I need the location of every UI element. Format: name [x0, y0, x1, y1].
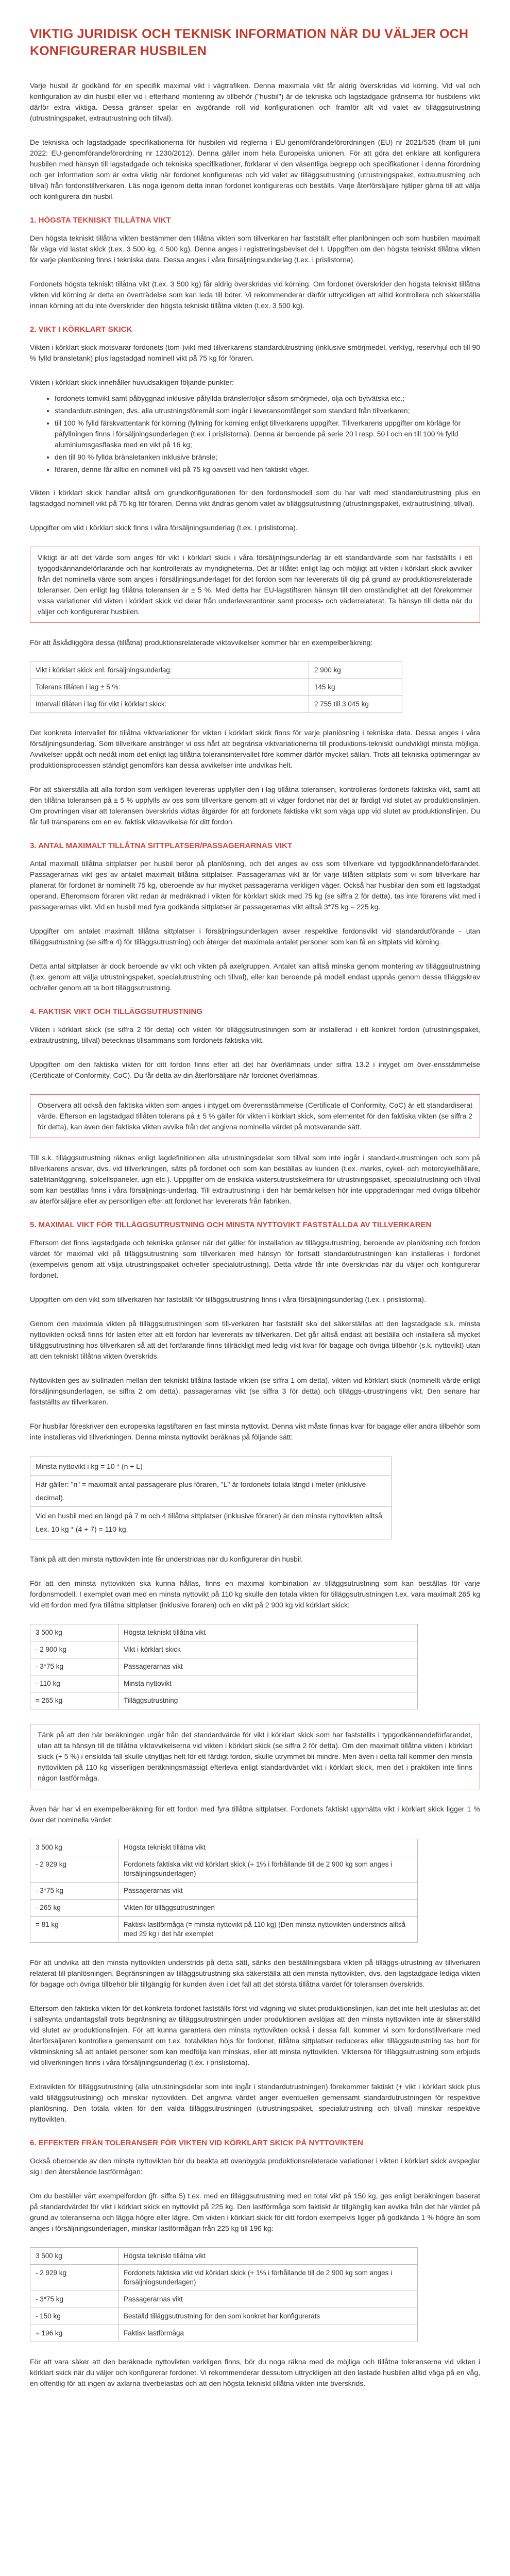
section-5-paragraph: Nyttovikten ges av skillnaden mellan den tekniskt tillåtna lastade vikten (se siffra 1 om detta), vikten vid körklart skick (nominellt värde enligt försäljningsunderlagen, se siffra 2 om detta), passagerarnas vikt (se siffra 3 för detta) och tilläggs-utrustningens vikt. Den senare har fastställts av tillverkaren. [30, 1376, 480, 1406]
section-heading-3: 3. ANTAL MAXIMALT TILLÅTNA SITTPLATSER/PASSAGERARNAS VIKT [30, 841, 293, 850]
notice-text: Viktigt är att det värde som anges för vikt i körklart skick i våra försäljningsunderlag är ett standardvärde som har fastställts i ett typgodkännandeförfarande och har kontrollerats av myndigheterna. Det är tillåtet enligt lag och möjligt att vikten i körklart skick avviker från det nominella värde som anges i försäljningsunderlaget för det fordon som har levererats till dig på grund av produktionsrelaterade toleranser. Den enligt lag tillåtna toleransen är ± 5 %. Med detta har EU-lagstiftaren hänsyn till den omständighet att det förekommer vissa variationer vid vikten i körklart skick vid delar från underleverantörer samt process- och väderrelaterat. Ta hänsyn till detta när du väljer och konfigurerar husbilen. [38, 553, 472, 616]
section-3-paragraph: Detta antal sittplatser är dock beroende av vikt och vikten på axelgruppen. Antalet kan alltså minska genom montering av tilläggsutrustning (t.ex. genom att välja utrustningspaket, specialutrustning och tillval), eller kan beroende på modell endast uppnås genom dessa tilläggskrav och/eller genom att ta bort tilläggsutrustning. [30, 962, 480, 992]
table-row [30, 1624, 418, 1641]
table-row [30, 2265, 418, 2291]
section-4-paragraph: Vikten i körklart skick (se siffra 2 för detta) och vikten för tilläggsutrustningen som är installerad i ett konkret fordon (utrustningspaket, extrautrustning, tillval) betecknas tillsammans som fordonets faktiska vikt. [30, 1025, 480, 1044]
table-cell: Fordonets faktiska vikt vid körklart skick (+ 1% i förhållande till de 2 900 kg som anges i försäljningsunderlagen) [118, 1856, 418, 1883]
table-cell: - 265 kg [30, 1900, 118, 1917]
table-cell: - 3*75 kg [30, 1883, 118, 1900]
table-cell: = 81 kg [30, 1917, 118, 1943]
formula-line: Vid en husbil med en längd på 7 m och 4 tillåtna sittplatser (inklusive föraren) är den minsta nyttovikten alltså t.ex. 10 kg * (4 + 7) = 110 kg. [36, 1512, 382, 1533]
table-cell: - 2 900 kg [30, 1641, 118, 1658]
notice-box [30, 1094, 480, 1138]
table-cell: = 265 kg [30, 1692, 118, 1709]
table-row [30, 662, 402, 679]
document-title: VIKTIG JURIDISK OCH TEKNISK INFORMATION NÄR DU VÄLJER OCH KONFIGURERAR HUSBILEN [30, 27, 469, 58]
table-cell: 2 755 till 3 045 kg [309, 696, 402, 713]
section-heading-5: 5. MAXIMAL VIKT FÖR TILLÄGGSUTRUSTNING OCH MINSTA NYTTOVIKT FASTSTÄLLDA AV TILLVERKAREN [30, 1221, 432, 1229]
list-item: • föraren, denne får alltid en nominell vikt på 75 kg oavsett vad hen faktiskt väger. [55, 464, 480, 475]
table-cell: - 150 kg [30, 2308, 118, 2325]
table-cell: Vikten för tilläggsutrustningen [118, 1900, 418, 1917]
table-cell: 3 500 kg [30, 1839, 118, 1856]
divider [30, 1475, 391, 1476]
section-6-paragraph: Om du beställer vårt exempelfordon (jfr. siffra 5) t.ex. med en tilläggsutrustning med en total vikt på 150 kg, ges enligt beräkningen baserat på standardvärdet för vikt i körklart skick en nyttovikt på 225 kg. Den lastförmåga som faktiskt är tillgänglig kan avvika från det här värdet på grund av toleranserna och lägga högre eller lägre. Om vikten i körklart skick för ditt fordon exempelvis ligger på godkända 1 % högre än som anges i försäljningsunderlagen, minskar lastförmågan från 225 kg till 196 kg: [30, 2192, 480, 2232]
table-cell: Passagerarnas vikt [118, 1658, 418, 1675]
weight-calc-table [30, 1624, 418, 1709]
section-2-paragraph: Vikten i körklart skick handlar alltså om grundkonfigurationen för den fordonsmodell som du har valt med standardutrustning plus en lagstadgad nominell vikt på 75 kg för föraren. Denna vikt ändras genom valet av tilläggsutrustning (utrustningspaket, extrautrustning, tillval). [30, 488, 480, 507]
notice-text: Observera att också den faktiska vikten som anges i intyget om överensstämmelse (Certificate of Conformity, CoC) är ett standardiserat värde. Efterson en lagstadgad tillåten tolerans på ± 5 % gäller för vikten i körklart skick, som elementet för den faktiska vikten (se siffra 2 för detta), kan även den faktiska vikten avvika från det angivna nominella värdet på motsvarande sätt. [38, 1101, 472, 1131]
section-5-paragraph: För husbilar föreskriver den europeiska lagstiftaren en fast minsta nyttovikt. Denna vikt måste finnas kvar för bagage eller andra tillbehör som inte installeras vid tillverkningen. Denna minsta nyttovikt beräknas på följande sätt: [30, 1422, 480, 1441]
list-item: • standardutrustningen, dvs. alla utrustningsföremål som ingår i leveransomfånget som standard från tillverkaren; [55, 405, 480, 416]
table-row [30, 1839, 418, 1856]
table-cell: Minsta nyttovikt [118, 1675, 418, 1692]
table-cell: Faktisk lastförmåga [118, 2325, 418, 2342]
table-cell: 145 kg [309, 679, 402, 696]
divider [30, 1506, 391, 1507]
table-row [30, 1856, 418, 1883]
table-cell: Beställd tilläggsutrustning för den som konkret har konfigurerats [118, 2308, 418, 2325]
table-cell: Passagerarnas vikt [118, 2291, 418, 2308]
table-cell: Vikt i körklart skick [118, 1641, 418, 1658]
list-item: • till 100 % fylld färskvattentank för körning (fyllning för körning enligt tillverkarens uppgifter. Tillverkarens uppgifter om körläge för påfyllningen finns i försäljningsunderlagen (t.ex. i prislistorna). Denna är beroende på serie 20 l resp. 50 l och en till 100 % fylld aluminiumsgasflaska med en vikt på 16 kg; [55, 418, 480, 450]
table-row [30, 1675, 418, 1692]
intro-paragraph-2: De tekniska och lagstadgade specifikationerna för husbilen vid reglerna i EU-genomförandeförordningen (EU) nr 2021/535 (fram till juni 2022: EU-genomförandeförordning nr 1230/2012). Denna gäller inom hela Europeiska unionen. För att göra det enklare att konfigurera husbilen med hänsyn till lagstadgade och tekniska specifikationer, förklarar vi den väsentliga begrepp och specifikationer i denna förordning och ger information som är extra viktig när fordonet konfigureras och vid valet av tilläggsutrustning (utrustningspaket, extrautrustning och tillval) från fordonstillverkaren. Läs noga igenom detta innan fordonet konfigureras och beställs. Varje återförsäljare hjälper gärna till att välja och konfigurera din husbil. [30, 138, 480, 200]
section-5-paragraph: Tänk på att den minsta nyttovikten inte får understridas när du konfigurerar din husbil. [30, 1555, 303, 1563]
section-5-paragraph: Eftersom den faktiska vikten för det konkreta fordonet fastställs först vid vägning vid slutet produktionslinjen, kan det inte helt uteslutas att det i sällsynta undantagsfall trots begränsning av tilläggsutrustningen under produktionen avslöjas att den minsta nyttovikten inte är säkerställd vid slutet av produktionslinjen. För att kunna garantera den minsta nyttovikten också i dessa fall, kommer vi som fordonstillverkare med återförsäljaren kontrollera gemensamt om t.ex. totalvikten höjs för fordonet, tillåtna sittplatser reduceras eller tilläggsutrustning tas bort för viktminskning så att antalet personer som kan medfölja kan minskas, eller att minsta nyttovikten. Viktersna för tilläggsutrustning som erbjuds vid tillverkningen finns i våra försäljningsunderlag (t.ex. i prislistorna). [30, 2004, 480, 2066]
section-5-paragraph: Uppgiften om den vikt som tillverkaren har fastställt för tilläggsutrustning finns i våra försäljningsunderlag (t.ex. i prislistorna). [30, 1295, 426, 1303]
notice-box [30, 1724, 480, 1789]
formula-box [30, 1456, 392, 1539]
table-cell: - 110 kg [30, 1675, 118, 1692]
table-cell: 2 900 kg [309, 662, 402, 679]
section-heading-4: 4. FAKTISK VIKT OCH TILLÄGGSUTRUSTNING [30, 1007, 203, 1016]
list-item: • fordonets tomvikt samt påbyggnad inklusive påfyllda bränsler/oljor såsom smörjmedel, olja och bytvätska etc.; [55, 393, 480, 404]
section-2-paragraph: Det konkreta intervallet för tillåtna viktvariationer för vikten i körklart skick finns för varje planlösning i tekniska data. Dessa anges i våra försäljningsunderlag. Som tillverkare anstränger vi oss hårt att begränsa viktvariationerna till produktions-tekniskt oundvikligt minsta möjliga. Avvikelser uppåt och nedåt inom det enligt lag tillåtna toleransintervallet före kommer därför mycket sällan. Trots att tekniska optimeringar av produktionsprocessen ständigt genomförs kan dessa avvikelser inte undvikas helt. [30, 728, 480, 769]
weight-calc-table [30, 1839, 418, 1943]
table-row [30, 2325, 418, 2342]
table-cell: - 2 929 kg [30, 2265, 118, 2291]
section-2-list [30, 393, 480, 475]
section-2-paragraph: För att åskådliggöra dessa (tillåtna) produktionsrelaterade viktavvikelser kommer här en exempelberäkning: [30, 638, 373, 647]
table-cell: Fordonets faktiska vikt vid körklart skick (+ 1% i förhållande till de 2 900 kg som anges i försäljningsunderlagen) [118, 2265, 418, 2291]
section-5-paragraph: Extravikten för tilläggsutrustning (alla utrustningsdelar som inte ingår i standardutrustningen) förekommer faktiskt (+ vikt i körklart skick plus vald tilläggsutrustning) och minskar nyttovikten. Det angivna värdet anger eventuellen gemensamt standardutrustningen för respektive planlösning. Den totala vikten för den valda tilläggsutrustningen (utrustningspaket, specialutrustning och tillval) minskar respektive nyttovikten. [30, 2082, 480, 2123]
table-row [30, 1641, 418, 1658]
section-5-paragraph: Genom den maximala vikten på tilläggsutrustningen som till-verkaren har fastställt ska det säkerställas att den lagstadgade s.k. minsta nyttovikten också finns för lasten efter att ett fordon har levererats av tillverkaren. Det går alltså endast att beställa och installera så mycket tilläggsutrustning hos tillverkaren så att det fortfarande finns tillräckligt med ledig vikt kvar för bagage och övriga tillbehör (s.k. nyttovikt) utan att den tekniskt tillåtna vikten överskrids. [30, 1319, 480, 1360]
list-item: • den till 90 % fyllda bränsletanken inklusive bränsle; [55, 452, 480, 463]
section-4-paragraph: Till s.k. tilläggsutrustning räknas enligt lagdefinitionen alla utrustningsdelar som tillval som inte ingår i standard-utrustningen och som på tillverkarens ansvar, dvs. vid tillverkningen, sätts på fordonet och som kan beställas av kunden (t.ex. markis, cykel- och motorcykelhållare, satellitanläggning, solcellspaneler, ugn etc.). Uppgifter om de enskilda viktersutrustskelmera för utrustningspaket, specialutrustning och tillval som kan beställas finns i våra försäljnings-underlag. Till extrautrustning i den här bemärkelsen hör inte uppgraderingar med övriga tillbehör av återförsäljare eller av personligen efter att fordonet har levererats från fabriken. [30, 1154, 480, 1205]
section-2-paragraph: För att säkerställa att alla fordon som verkligen levereras uppfyller den i lag tillåtna toleransen, kontrolleras fordonets faktiska vikt, samt att den tillåtna toleransen på ± 5 % uppfylls av oss som tillverkare genom att vi väger fordonet när det är färdigt vid slutet av produktionslinjen. Om provningen visar att toleransen överskrids vidtas åtgärder för att fordonets faktiska vikt som väga upp vid slutet av produktionslinjen. Du får full transparens om en ev. faktisk viktavvikelse för ditt fordon. [30, 785, 480, 826]
table-row [30, 1692, 418, 1709]
section-6-paragraph: För att vara säker att den beräknade nyttovikten verkligen finns, bör du noga räkna med de möjliga och tillåtna toleranserna vid vikten i körklart skick när du väljer och konfigurerar fordonet. Vi rekommenderar dessutom uttryckligen att den lastade husbilen alltid väga på en våg, en offentlig för att ingen av axlarna överbelastas och att den högsta tekniskt tillåtna vikten inte överskrids. [30, 2358, 480, 2387]
notice-box [30, 547, 480, 623]
table-cell: Faktisk lastförmåga (= minsta nyttovikt på 110 kg) (Den minsta nyttovikten understrids alltså med 29 kg i det här exemplet [118, 1917, 418, 1943]
section-1-paragraph: Den högsta tekniskt tillåtna vikten bestämmer den tillåtna vikten som tillverkaren har fastställt efter planlöningen och som husbilen maximalt får väga vid lastat skick (t.ex. 3 500 kg, 4 500 kg). Denna anges i registreringsbeviset del I. Uppgiften om den högsta tekniskt tillåtna vikten för varje planlösning finns i tekniska data. Dessa anges i våra försäljningsunderlag (t.ex. i prislistorna). [30, 234, 480, 264]
table-cell: Högsta tekniskt tillåtna vikt [118, 2248, 418, 2265]
weight-calc-table [30, 2247, 418, 2342]
section-heading-1: 1. HÖGSTA TEKNISKT TILLÅTNA VIKT [30, 216, 171, 225]
intro-paragraph-1: Varje husbil är godkänd för en specifik maximal vikt i vägtrafiken. Denna maximala vikt får aldrig överskridas vid körning. Vid val och konfiguration av din husbil eller vid i efterhand montering av tillbehör ("husbil") är de tekniska och lagstadgade gränserna för husbilens vikt därför extra viktiga. Dessa gränser spelar en avgörande roll vid konfigurationen och framför allt vid valet av tilläggsutrustning (utrustningspaket, extrautrustning och tillval). [30, 81, 480, 122]
table-row [30, 1883, 418, 1900]
section-5-paragraph: Eftersom det finns lagstadgade och tekniska gränser när det gäller för installation av tilläggsutrustning, beroende av planlösning och fordon värdet för maximal vikt på tilläggsutrustning som tillverkaren med hänsyn för fortsatt standardutrustningen kan installeras i fordonet (exempelvis genom att välja utrustningspaket och/eller specialutrustning). Detta värde får inte överskridas när du väljer och konfigurerar fordonet. [30, 1239, 480, 1279]
table-cell: Högsta tekniskt tillåtna vikt [118, 1624, 418, 1641]
section-2-paragraph: Vikten i körklart skick innehåller huvudsakligen följande punkter: [30, 378, 234, 386]
section-6-paragraph: Också oberoende av den minsta nyttovikten bör du beakta att ovanbygda produktionsrelaterade variationer i vikten i körklart skick avspeglar sig i den återstående lastförmågan: [30, 2157, 480, 2176]
table-row [30, 2248, 418, 2265]
section-1-paragraph: Fordonets högsta tekniskt tillåtna vikt (t.ex. 3 500 kg) får aldrig överskridas vid körning. Om fordonet överskrider den högsta tekniskt tillåtna vikten vid körning är detta en överträdelse som kan leda till böter. Vi rekommenderar därför uttryckligen att alltid kontrollera och säkerställa innan körning att du inte överskrider den högsta tekniskt tillåtna vikten (t.ex. 3 500 kg). [30, 280, 480, 310]
table-row [30, 2308, 418, 2325]
notice-text: Tänk på att den här beräkningen utgår från det standardvärde för vikt i körklart skick som har fastställts i typgodkännandeförfarandet, utan att ta hänsyn till de tillåtna viktavvikelserna vid vikten i körklart skick (se siffra 2 för detta). Om den maximalt tillåtna vikten i körklart skick (+ 5 %) i enskilda fall skulle utnyttjas helt för ett färdigt fordon, skulle utrymmet bli mindre. Men även i detta fall kommer den minsta nyttovikten på 110 kg visserligen beräkningsmässigt efterleva enligt standardvärdet vikt i körklart skick, men det i praktiken inte finns någon lastförmåga. [38, 1731, 472, 1782]
table-cell: - 2 929 kg [30, 1856, 118, 1883]
table-cell: 3 500 kg [30, 2248, 118, 2265]
table-row [30, 1658, 418, 1675]
section-2-paragraph: Vikten i körklart skick motsvarar fordonets (tom-)vikt med tillverkarens standardutrustning (inklusive smörjmedel, verktyg, reservhjul och till 90 % fylld bränsletank) plus lagstadgad nominell vikt på 75 kg för föraren. [30, 343, 480, 362]
section-4-paragraph: Uppgiften om den faktiska vikten för ditt fordon finns efter att det har överlämnats under siffra 13.2 i intyget om över-ensstämmelse (Certificate of Conformity, CoC). Du får detta av din återförsäljare när fordonet överlämnas. [30, 1060, 480, 1079]
table-row [30, 1917, 418, 1943]
section-5-paragraph: För att undvika att den minsta nyttovikten understrids på detta sätt, sänks den beställningsbara vikten på tilläggs-utrustning av tillverkaren relaterat till planlösningen. Begränsningen av tilläggsutrustning ska säkerställa att den minsta nyttovikten, dvs. den lagstadgade lediga vikten för bagage och övriga tillbehör blir tillgänglig för kunden även i det fall att det största tillåtna värdet för toleransen överskrids. [30, 1958, 480, 1988]
table-cell: Intervall tillåten i lag för vikt i körklart skick: [30, 696, 309, 713]
table-row [30, 696, 402, 713]
section-5-paragraph: Även här har vi en exempelberäkning för ett fordon med fyra tillåtna sittplatser. Fordonets faktiskt uppmätta vikt i körklart skick ligger 1 % över det nominella värdet: [30, 1805, 480, 1824]
tolerance-table [30, 662, 402, 713]
section-heading-2: 2. VIKT I KÖRKLART SKICK [30, 325, 132, 334]
table-cell: Tolerans tillåten i lag ± 5 %: [30, 679, 309, 696]
table-cell: Vikt i körklart skick enl. försäljningsunderlag: [30, 662, 309, 679]
table-cell: - 3*75 kg [30, 2291, 118, 2308]
table-cell: - 3*75 kg [30, 1658, 118, 1675]
table-row [30, 1900, 418, 1917]
table-cell: 3 500 kg [30, 1624, 118, 1641]
table-cell: Tilläggsutrustning [118, 1692, 418, 1709]
table-cell: Högsta tekniskt tillåtna vikt [118, 1839, 418, 1856]
table-row [30, 679, 402, 696]
table-cell: = 196 kg [30, 2325, 118, 2342]
section-heading-6: 6. EFFEKTER FRÅN TOLERANSER FÖR VIKTEN VID KÖRKLART SKICK PÅ NYTTOVIKTEN [30, 2139, 363, 2147]
table-row [30, 2291, 418, 2308]
formula-line: Minsta nyttovikt i kg = 10 * (n + L) [36, 1462, 143, 1470]
section-5-paragraph: För att den minsta nyttovikten ska kunna hållas, finns en maximal kombination av tilläggsutrustning som kan beställas för varje fordonsmodell. I exemplet ovan med en minsta nyttovikt på 110 kg skulle den totala vikten för tilläggsutrustningen t.ex. vara maximalt 265 kg vid ett fordon med fyra tillåtna sittplatser (inklusive föraren) och en vikt på 2 900 kg vid körklart skick: [30, 1579, 480, 1609]
section-3-paragraph: Antal maximalt tillåtna sittplatser per husbil beror på planlösning, och det anges av oss som tillverkare vid typgodkännandeförfarandet. Passagerarnas vikt ges av antalet maximalt tillåtna sittplatser. Passagerarnas vikt är för varje tillåten sittplats som vi som tillverkare har planerat för fordonet är nominellt 75 kg, oberoende av hur mycket passagerarna verkligen väger. Också har husbilar den som ett lagstadgat operand. Efteromsom föraren vikt redan är medräknad i vikten för körklart skick med 75 kg (se siffra 2 för detta), tas inte förarens vikt med i passagerarnas vikt. Vid en husbil med fyra godkända sittplatser är passagerarnas vikt alltså 3*75 kg = 225 kg. [30, 859, 480, 911]
section-2-paragraph: Uppgifter om vikt i körklart skick finns i våra försäljningsunderlag (t.ex. i prislistorna). [30, 523, 298, 532]
section-3-paragraph: Uppgifter om antalet maximalt tillåtna sittplatser i försäljningsunderlagen avser respektive fordonsvikt vid standardutförande - utan tilläggsutrustning (se siffra 4) för tilläggsutrustning) och återger det maximala antalet personer som kan få en sittplats vid körning. [30, 927, 480, 946]
table-cell: Passagerarnas vikt [118, 1883, 418, 1900]
formula-line: Här gäller: "n" = maximalt antal passagerare plus föraren, "L" är fordonets totala längd i meter (inklusive decimal). [36, 1480, 366, 1502]
